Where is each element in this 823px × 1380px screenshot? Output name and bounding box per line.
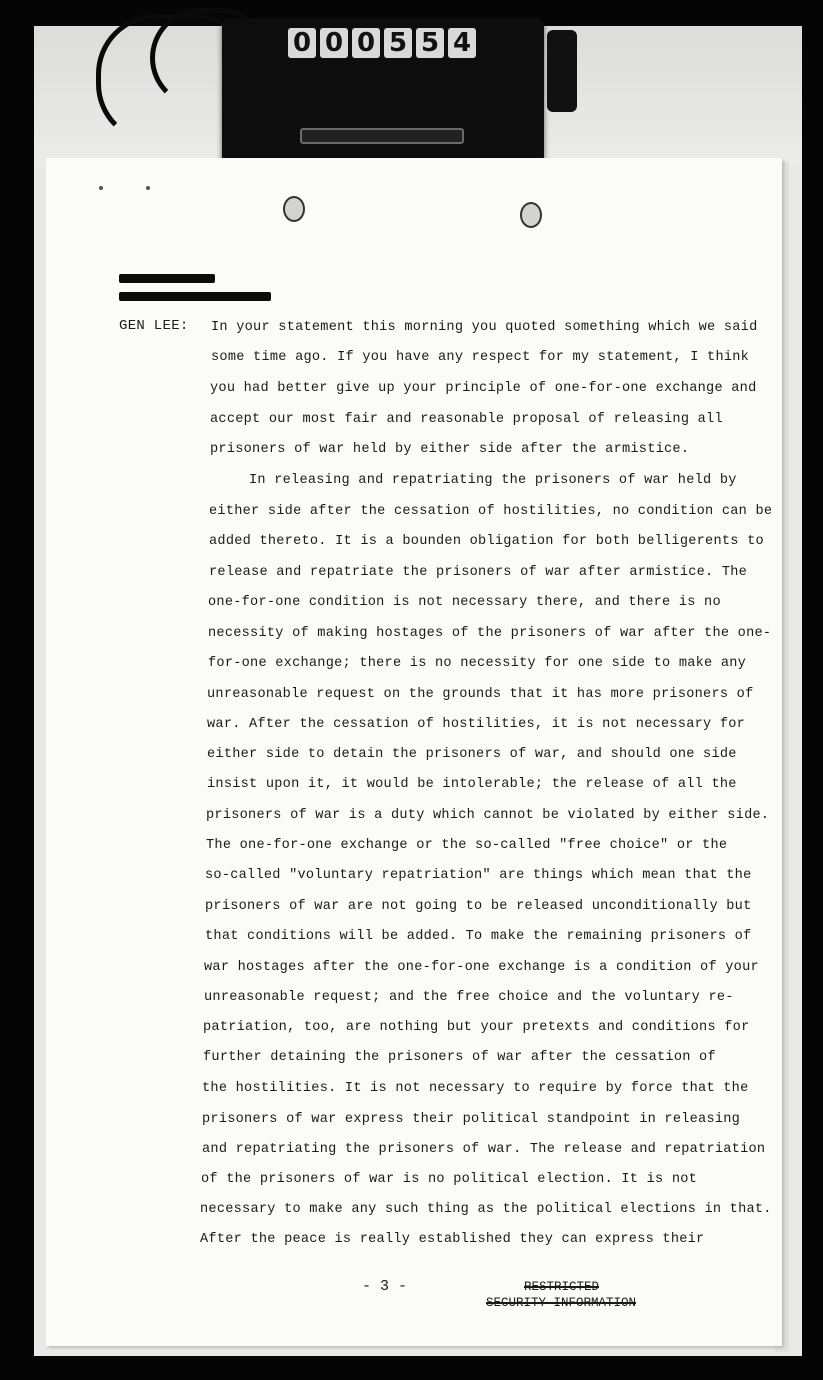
text-line: that conditions will be added. To make the remaining prisoners of <box>205 929 752 944</box>
text-line: some time ago. If you have any respect for my statement, I think <box>211 350 750 365</box>
text-line: patriation, too, are nothing but your pretexts and conditions for <box>203 1020 750 1035</box>
text-line: war hostages after the one-for-one exchange is a condition of your <box>204 960 759 975</box>
speck <box>99 186 103 190</box>
text-line: necessity of making hostages of the prisoners of war after the one- <box>208 626 772 641</box>
text-line: In releasing and repatriating the prisoners of war held by <box>249 473 737 488</box>
counter-digit: 0 <box>352 28 380 58</box>
text-line: accept our most fair and reasonable proposal of releasing all <box>210 412 723 427</box>
counter-digit: 5 <box>416 28 444 58</box>
text-line: prisoners of war held by either side after the armistice. <box>210 442 690 457</box>
counter-digit: 0 <box>320 28 348 58</box>
text-line: for-one exchange; there is no necessity for one side to make any <box>208 656 747 671</box>
text-line: you had better give up your principle of one-for-one exchange and <box>210 381 757 396</box>
text-line: necessary to make any such thing as the political elections in that. <box>200 1202 772 1217</box>
counter-knob <box>547 30 577 112</box>
text-line: After the peace is really established they can express their <box>200 1232 705 1247</box>
frame-counter <box>288 28 478 58</box>
counter-digit: 4 <box>448 28 476 58</box>
text-line: further detaining the prisoners of war after the cessation of <box>203 1050 716 1065</box>
text-line: The one-for-one exchange or the so-called "free choice" or the <box>206 838 728 853</box>
text-line: prisoners of war are not going to be released unconditionally but <box>205 899 752 914</box>
counter-slot <box>300 128 464 144</box>
counter-digit: 0 <box>288 28 316 58</box>
text-line: so-called "voluntary repatriation" are things which mean that the <box>205 868 752 883</box>
footer-security-information: SECURITY INFORMATION <box>486 1296 637 1310</box>
text-line: of the prisoners of war is no political election. It is not <box>201 1172 698 1187</box>
punch-hole <box>520 202 542 228</box>
text-line: In your statement this morning you quoted something which we said <box>211 320 758 335</box>
page-number: - 3 - <box>362 1278 408 1295</box>
speaker-label: GEN LEE: <box>119 318 189 334</box>
redacted-header-line-2 <box>119 292 271 301</box>
text-line: prisoners of war express their political standpoint in releasing <box>202 1112 741 1127</box>
punch-hole <box>283 196 305 222</box>
text-line: added thereto. It is a bounden obligation for both belligerents to <box>209 534 764 549</box>
text-line: unreasonable request; and the free choice and the voluntary re- <box>204 990 734 1005</box>
text-line: the hostilities. It is not necessary to require by force that the <box>202 1081 749 1096</box>
redacted-header-line-1 <box>119 274 215 283</box>
text-line: prisoners of war is a duty which cannot be violated by either side. <box>206 808 770 823</box>
text-line: unreasonable request on the grounds that it has more prisoners of <box>207 687 754 702</box>
text-line: either side after the cessation of hostilities, no condition can be <box>209 504 773 519</box>
text-line: one-for-one condition is not necessary there, and there is no <box>208 595 721 610</box>
text-line: and repatriating the prisoners of war. The release and repatriation <box>202 1142 766 1157</box>
speck <box>146 186 150 190</box>
text-line: insist upon it, it would be intolerable; the release of all the <box>207 777 737 792</box>
counter-digit: 5 <box>384 28 412 58</box>
text-line: release and repatriate the prisoners of war after armistice. The <box>209 565 748 580</box>
text-line: either side to detain the prisoners of war, and should one side <box>207 747 737 762</box>
text-line: war. After the cessation of hostilities, it is not necessary for <box>207 717 746 732</box>
footer-restricted: RESTRICTED <box>524 1280 600 1294</box>
